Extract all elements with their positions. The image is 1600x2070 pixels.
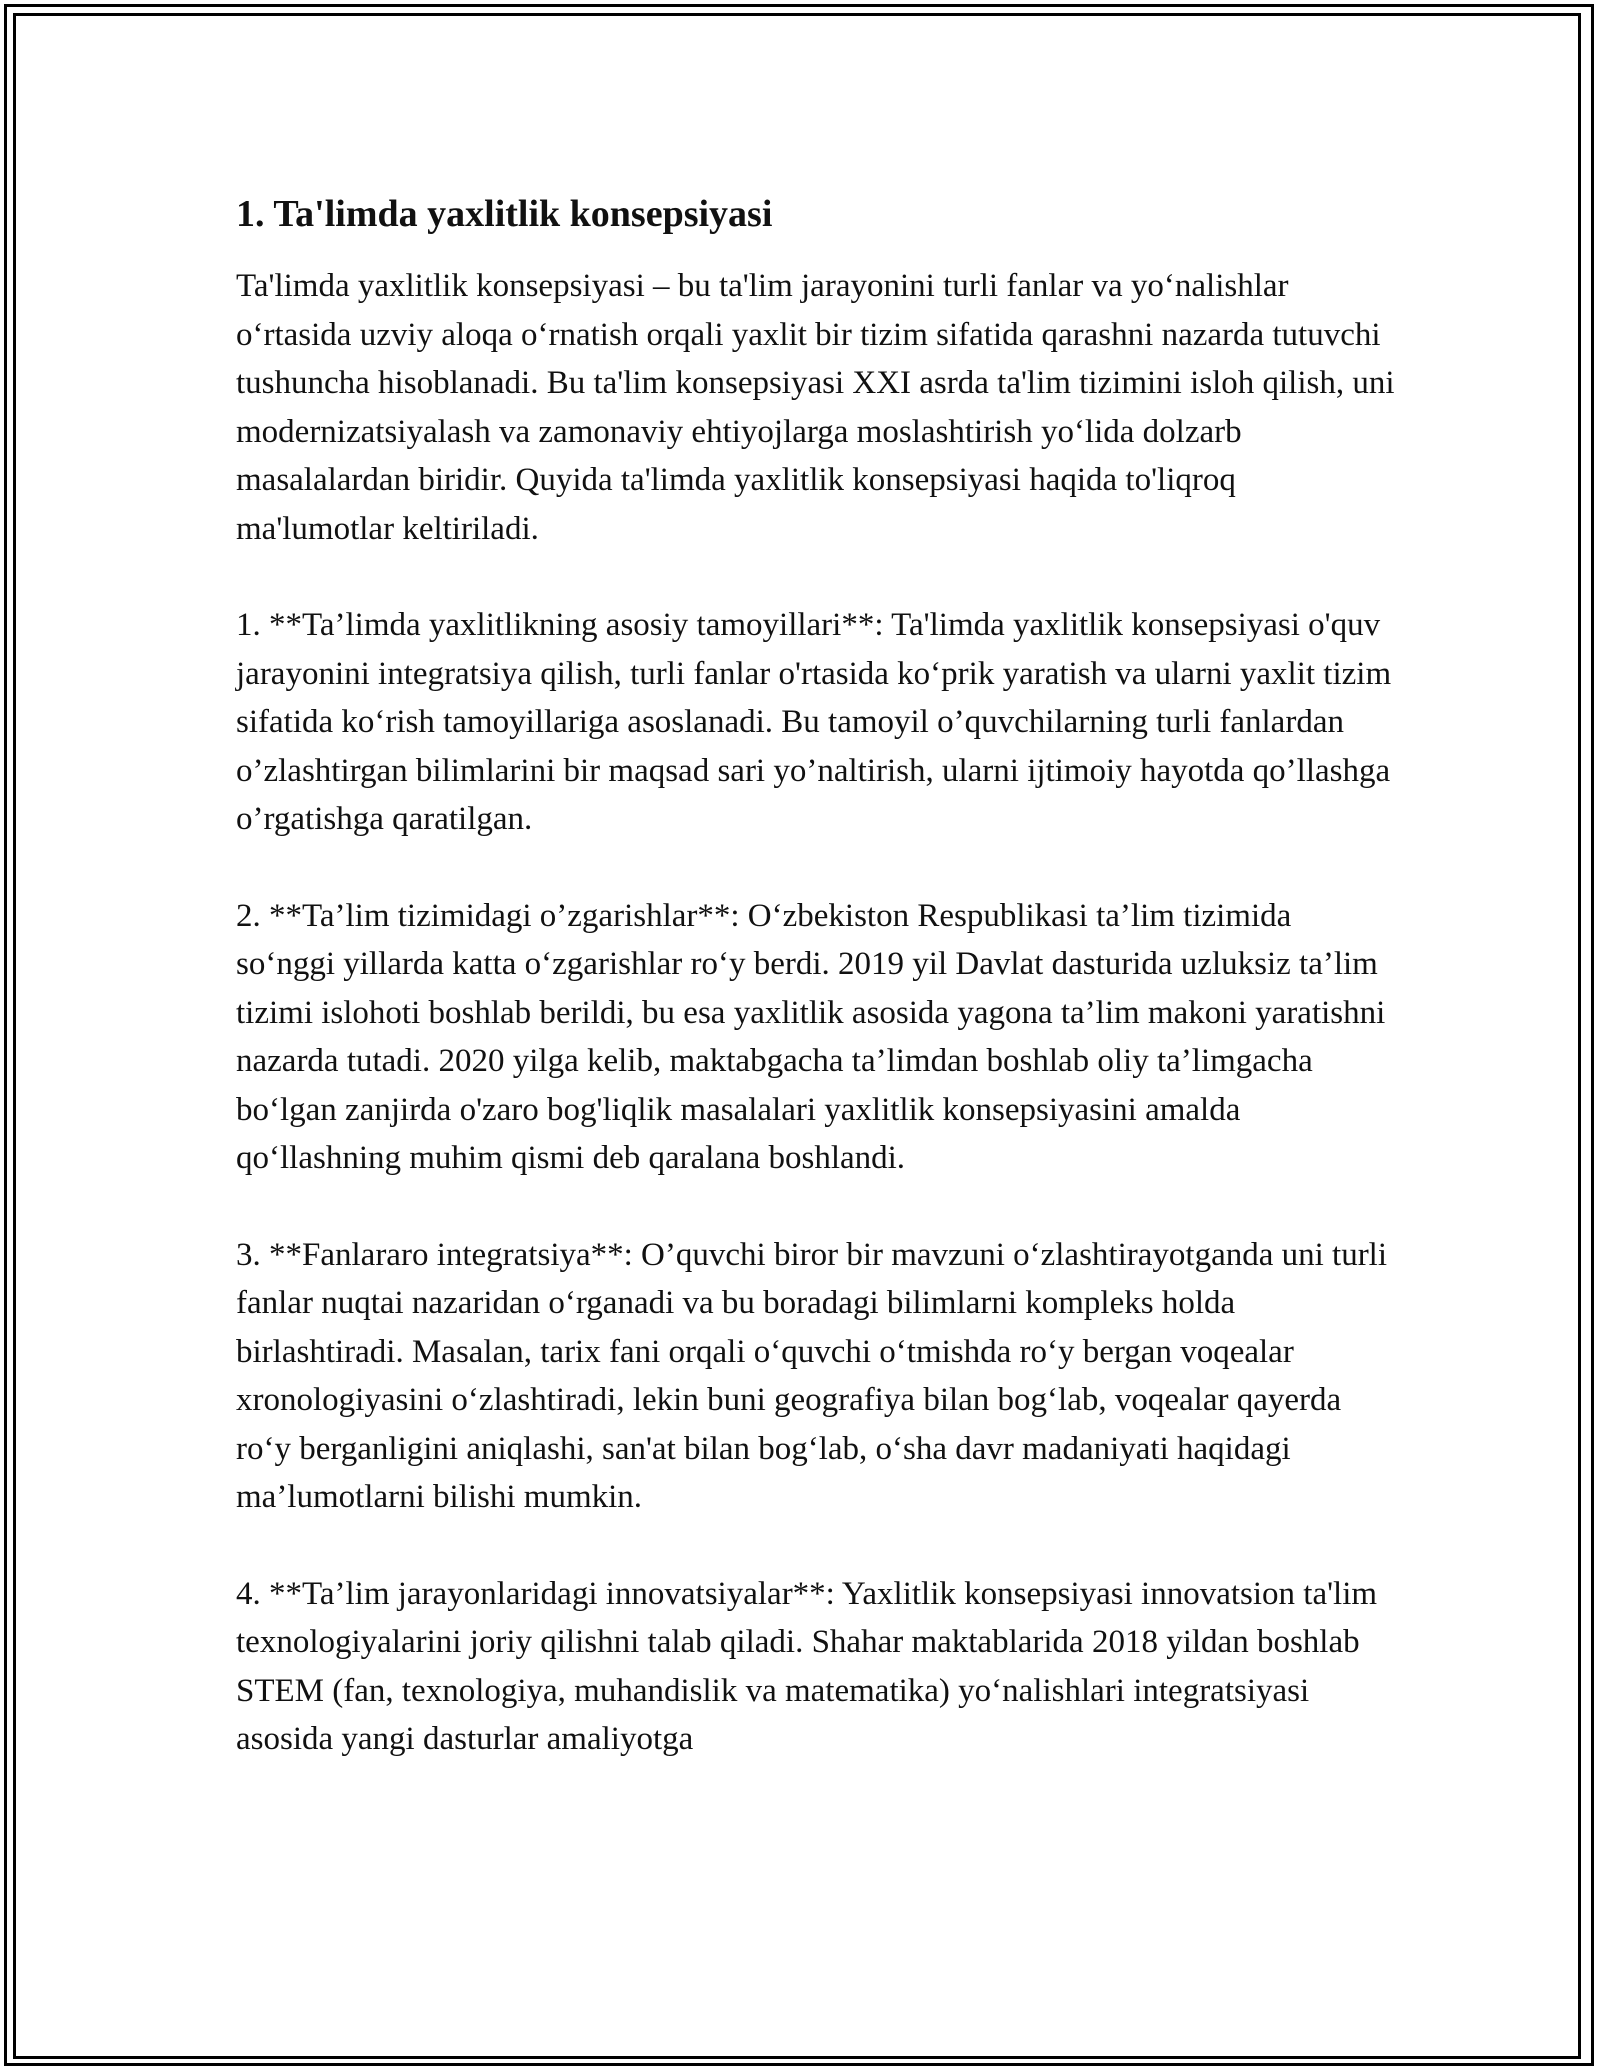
paragraph-changes: 2. **Ta’lim tizimidagi o’zgarishlar**: O‘zbekiston Respublikasi ta’lim tizimida so‘nggi yillarda katta o‘zgarishlar ro‘y berdi. 2019 yil Davlat dasturida uzluksiz ta’lim tizimi islohoti boshlab berildi, bu esa yaxlitlik asosida yagona ta’lim makoni yaratishni nazarda tutadi. 2020 yilga kelib, maktabgacha ta’limdan boshlab oliy ta’limgacha bo‘lgan zanjirda o'zaro bog'liqlik masalalari yaxlitlik konsepsiyasini amalda qo‘llashning muhim qismi deb qaralana boshlandi.	[236, 897, 1386, 1176]
document-body	[236, 188, 1396, 1812]
paragraph-principles: 1. **Ta’limda yaxlitlikning asosiy tamoyillari**: Ta'limda yaxlitlik konsepsiyasi o'quv jarayonini integratsiya qilish, turli fanlar o'rtasida ko‘prik yaratish va ularni yaxlit tizim sifatida ko‘rish tamoyillariga asoslanadi. Bu tamoyil o’quvchilarning turli fanlardan o’zlashtirgan bilimlarini bir maqsad sari yo’naltirish, ularni ijtimoiy hayotda qo’llashga o’rgatishga qaratilgan.	[236, 607, 1392, 837]
document-title: 1. Ta'limda yaxlitlik konsepsiyasi	[236, 193, 773, 235]
paragraph-innovations: 4. **Ta’lim jarayonlaridagi innovatsiyalar**: Yaxlitlik konsepsiyasi innovatsion ta'lim texnologiyalarini joriy qilishni talab qiladi. Shahar maktablarida 2018 yildan boshlab STEM (fan, texnologiya, muhandislik va matematika) yo‘nalishlari integratsiyasi asosida yangi dasturlar amaliyotga	[236, 1575, 1378, 1757]
paragraph-intro: Ta'limda yaxlitlik konsepsiyasi – bu ta'lim jarayonini turli fanlar va yo‘nalishlar o‘rtasida uzviy aloqa o‘rnatish orqali yaxlit bir tizim sifatida qarashni nazarda tutuvchi tushuncha hisoblanadi. Bu ta'lim konsepsiyasi XXI asrda ta'lim tizimini isloh qilish, uni modernizatsiyalash va zamonaviy ehtiyojlarga moslashtirish yo‘lida dolzarb masalalardan biridir. Quyida ta'limda yaxlitlik konsepsiyasi haqida to'liqroq ma'lumotlar keltiriladi.	[236, 268, 1395, 547]
paragraph-integration: 3. **Fanlararo integratsiya**: O’quvchi biror bir mavzuni o‘zlashtirayotganda uni turli fanlar nuqtai nazaridan o‘rganadi va bu boradagi bilimlarni kompleks holda birlashtiradi. Masalan, tarix fani orqali o‘quvchi o‘tmishda ro‘y bergan voqealar xronologiyasini o‘zlashtiradi, lekin buni geografiya bilan bog‘lab, voqealar qayerda ro‘y berganligini aniqlashi, san'at bilan bog‘lab, o‘sha davr madaniyati haqidagi ma’lumotlarni bilishi mumkin.	[236, 1236, 1388, 1515]
